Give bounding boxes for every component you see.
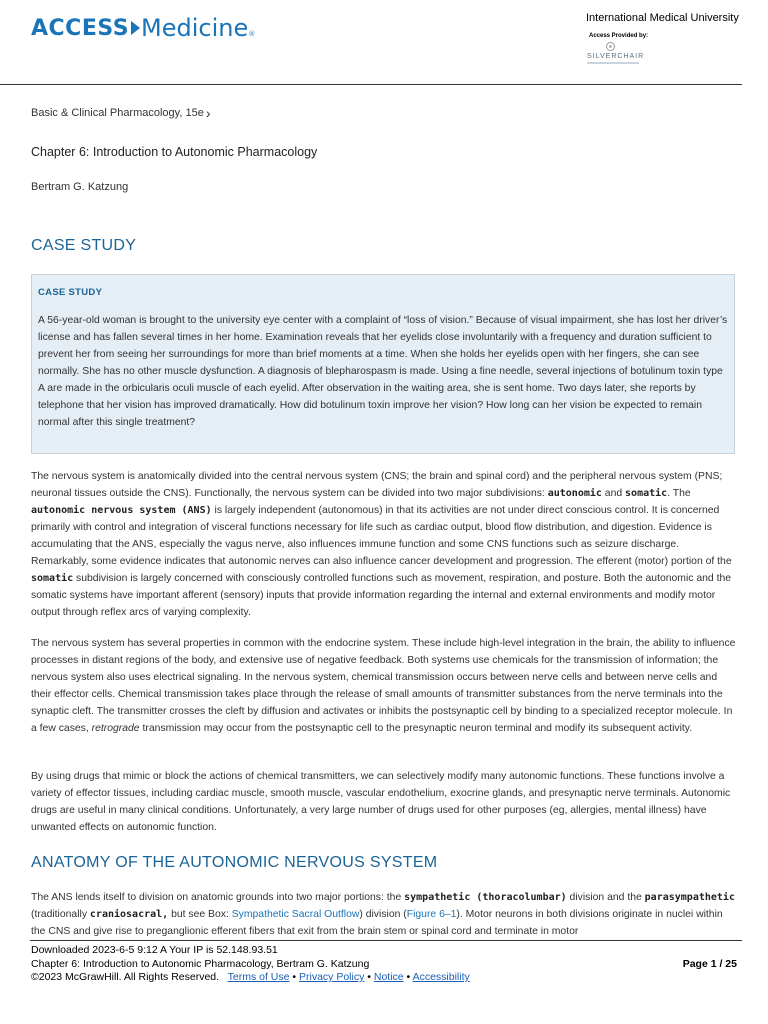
provider-name: SILVERCHAIR [587, 53, 645, 60]
paragraph-1: The nervous system is anatomically divided into the central nervous system (CNS; the brain and spinal cord) and the peripheral nervous system (PNS; neuronal tissues outside the CNS). Functionally, the nervous system can be divided into two major subdivisions: autonomic and somatic. The autonomic nervous system (ANS) is largely independent (autonomous) in that its activities are not under direct conscious control. It is concerned primarily with control and integration of visceral functions necessary for life such as cardiac output, blood flow distribution, and digestion. Evidence is accumulating that the ANS, especially the vagus nerve, also influences immune function and some CNS functions such as seizure discharge. Remarkably, some evidence indicates that autonomic nerves can also influence cancer development and progression. The efferent (motor) portion of the somatic subdivision is largely concerned with consciously controlled functions such as movement, respiration, and posture. Both the autonomic and the somatic systems have important afferent (sensory) inputs that provide information regarding the internal and external environments and modify motor output through reflex arcs of varying complexity. [31, 471, 732, 618]
term-retrograde: retrograde [91, 723, 140, 734]
footer-chapter: Chapter 6: Introduction to Autonomic Pharmacology, Bertram G. Katzung [31, 957, 370, 970]
registered-mark: ® [248, 30, 256, 38]
access-provided-label: Access Provided by: [589, 33, 649, 39]
case-study-box [31, 274, 735, 454]
header-divider [0, 84, 742, 85]
link-figure-6-1[interactable]: Figure 6–1 [406, 909, 457, 920]
notice-link[interactable]: Notice [373, 971, 404, 983]
term-autonomic: autonomic [547, 488, 602, 499]
provider-tagline-bar [587, 62, 639, 64]
breadcrumb-book[interactable]: Basic & Clinical Pharmacology, 15e [31, 107, 204, 119]
breadcrumb[interactable] [31, 105, 211, 121]
paragraph-2: The nervous system has several properties in common with the endocrine system. These include high-level integration in the brain, the ability to influence processes in distant regions of the body, and extensive use of negative feedback. Both systems use chemicals for the transmission of information; the nervous system also uses electrical signaling. In the nervous system, chemical transmission occurs between nerve cells and between nerve cells and their effector cells. Chemical transmission takes place through the release of small amounts of transmitter substances from the nerve terminals into the synaptic cleft. The transmitter crosses the cleft by diffusion and activates or inhibits the postsynaptic cell by binding to a specialized receptor molecule. In a few cases, retrograde transmission may occur from the postsynaptic cell to the presynaptic neuron terminal and modify its subsequent activity. [31, 638, 736, 734]
author-name: Bertram G. Katzung [31, 181, 129, 193]
page-number: Page 1 / 25 [682, 958, 737, 970]
logo-access-text: ACCESS [31, 15, 130, 41]
case-study-text: A 56-year-old woman is brought to the university eye center with a complaint of “loss of vision.” Because of visual impairment, she has lost her driver’s license and has fallen several times in her home. Examination reveals that her eyelids close involuntarily with a frequency and duration sufficient to prevent her from seeing her surroundings for more than brief moments at a time. When she holds her eyelids open with her fingers, she can see normally. She has no other muscle dysfunction. A diagnosis of blepharospasm is made. Using a fine needle, several injections of botulinum toxin type A are made in the orbicularis oculi muscle of each eyelid. After observation in the waiting area, she is sent home. Two days later, she reports by telephone that her vision has improved dramatically. How did botulinum toxin improve her vision? How long can her vision be expected to remain normal after this single treatment? [38, 315, 728, 428]
logo-medicine-text: Medicine [141, 14, 249, 42]
link-sympathetic-sacral-outflow[interactable]: Sympathetic Sacral Outflow [231, 909, 360, 920]
accessibility-link[interactable]: Accessibility [412, 971, 470, 983]
section-heading-anatomy: ANATOMY OF THE AUTONOMIC NERVOUS SYSTEM [31, 854, 438, 871]
page-header [0, 0, 768, 84]
term-somatic: somatic [625, 488, 668, 499]
chevron-right-icon: › [205, 105, 211, 121]
paragraph-4: The ANS lends itself to division on anatomic grounds into two major portions: the sympathetic (thoracolumbar) division and the parasympathetic (traditionally craniosacral, but see Box: Sympathetic Sacral Outflow) division (Figure 6–1). Motor neurons in both divisions originate in nuclei within the CNS and give rise to preganglionic efferent fibers that exit from the brain stem or spinal cord and terminate in motor [31, 892, 735, 937]
logo-arrow-icon [131, 21, 140, 35]
section-heading-case-study: CASE STUDY [31, 237, 137, 254]
term-craniosacral: craniosacral, [89, 909, 169, 920]
term-parasympathetic: parasympathetic [644, 892, 735, 903]
footer-divider [30, 940, 742, 941]
accessmedicine-logo[interactable] [31, 14, 255, 42]
page-footer [31, 944, 737, 985]
silverchair-logo-icon [606, 42, 615, 51]
term-ans: autonomic nervous system (ANS) [31, 505, 212, 516]
footer-legal: ©2023 McGrawHill. All Rights Reserved. Terms of Use • Privacy Policy • Notice • Accessibility [31, 971, 470, 983]
copyright: ©2023 McGrawHill. All Rights Reserved. [31, 971, 220, 983]
case-study-box-title: CASE STUDY [38, 287, 103, 298]
chapter-title: Chapter 6: Introduction to Autonomic Pharmacology [31, 145, 318, 159]
term-sympathetic: sympathetic (thoracolumbar) [404, 892, 567, 903]
terms-of-use-link[interactable]: Terms of Use [227, 971, 290, 983]
paragraph-3: By using drugs that mimic or block the actions of chemical transmitters, we can selectively modify many autonomic functions. These functions involve a variety of effector tissues, including cardiac muscle, smooth muscle, vascular endothelium, exocrine glands, and presynaptic nerve terminals. Autonomic drugs are useful in many clinical conditions. Unfortunately, a very large number of drugs used for other purposes (eg, allergies, mental illness) have unwanted effects on autonomic function. [31, 771, 731, 833]
download-info: Downloaded 2023-6-5 9:12 A Your IP is 52.148.93.51 [31, 944, 278, 956]
term-somatic-2: somatic [31, 573, 74, 584]
institution-name: International Medical University [586, 12, 739, 24]
privacy-policy-link[interactable]: Privacy Policy [299, 971, 365, 983]
